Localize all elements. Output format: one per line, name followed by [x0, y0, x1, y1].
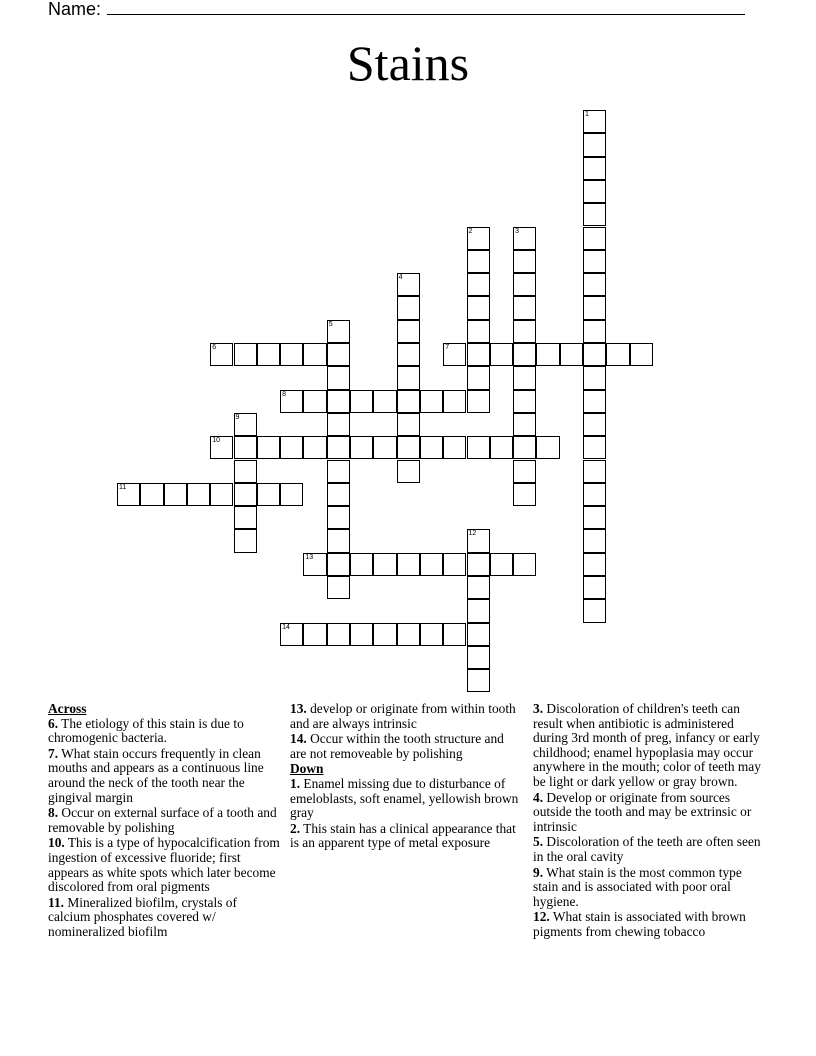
grid-cell[interactable]	[234, 413, 257, 436]
grid-cell[interactable]	[397, 460, 420, 483]
clue-number: 8.	[48, 805, 59, 821]
clue-text: Occur within the tooth structure and are not removeable by polishing	[290, 731, 504, 761]
clue-number: 12	[468, 530, 477, 538]
grid-cell[interactable]	[303, 343, 326, 366]
grid-cell[interactable]	[467, 576, 490, 599]
clue-column-1	[48, 702, 280, 941]
clue-number: 9.	[533, 864, 544, 880]
grid-cell[interactable]	[490, 553, 513, 576]
grid-cell[interactable]	[257, 343, 280, 366]
grid-cell[interactable]	[327, 623, 350, 646]
grid-cell[interactable]	[350, 436, 373, 459]
grid-cell[interactable]	[583, 227, 606, 250]
grid-cell[interactable]	[140, 483, 163, 506]
grid-cell[interactable]	[583, 250, 606, 273]
grid-cell[interactable]	[164, 483, 187, 506]
grid-cell[interactable]	[583, 273, 606, 296]
grid-cell[interactable]	[583, 483, 606, 506]
grid-cell[interactable]	[420, 553, 443, 576]
clue-number: 11	[119, 483, 127, 491]
grid-cell[interactable]	[257, 483, 280, 506]
grid-cell[interactable]	[513, 366, 536, 389]
grid-cell[interactable]	[583, 133, 606, 156]
clue-text: The etiology of this stain is due to chromogenic bacteria.	[48, 715, 244, 746]
clue-text: What stain is the most common type stain and is associated with poor oral hygiene.	[533, 864, 742, 909]
grid-cell[interactable]	[234, 343, 257, 366]
grid-cell[interactable]	[467, 390, 490, 413]
grid-cell[interactable]	[327, 436, 350, 459]
clue-number: 4	[398, 274, 403, 282]
grid-cell[interactable]	[467, 529, 490, 552]
down-clue	[533, 866, 765, 910]
grid-cell[interactable]	[443, 553, 466, 576]
clue-text: Develop or originate from sources outside the tooth and may be extrinsic or intrinsic	[533, 789, 752, 834]
grid-cell[interactable]	[583, 157, 606, 180]
grid-cell[interactable]	[583, 506, 606, 529]
clue-number: 11.	[48, 894, 64, 910]
clue-number: 12.	[533, 909, 550, 925]
grid-cell[interactable]	[397, 366, 420, 389]
grid-cell[interactable]	[373, 553, 396, 576]
clue-text: What stain is associated with brown pigments from chewing tobacco	[533, 909, 746, 939]
clue-number: 2	[468, 227, 473, 235]
grid-cell[interactable]	[583, 460, 606, 483]
clue-number: 13.	[290, 701, 307, 716]
clue-number: 1.	[290, 775, 301, 791]
across-clue	[48, 836, 280, 894]
clue-text: Discoloration of the teeth are often seen in the oral cavity	[533, 834, 761, 864]
grid-cell[interactable]	[560, 343, 583, 366]
clue-text: Occur on external surface of a tooth and removable by polishing	[48, 805, 277, 835]
grid-cell[interactable]	[467, 273, 490, 296]
grid-cell[interactable]	[350, 623, 373, 646]
grid-cell[interactable]	[187, 483, 210, 506]
grid-cell[interactable]	[513, 250, 536, 273]
clue-number: 10	[212, 437, 220, 445]
clue-number: 14	[282, 623, 290, 631]
grid-cell[interactable]	[303, 623, 326, 646]
grid-cell[interactable]	[513, 390, 536, 413]
clue-number: 6.	[48, 715, 59, 731]
grid-cell[interactable]	[303, 390, 326, 413]
grid-cell[interactable]	[397, 273, 420, 296]
grid-cell[interactable]	[397, 320, 420, 343]
grid-cell[interactable]	[583, 576, 606, 599]
grid-cell[interactable]	[513, 273, 536, 296]
grid-cell[interactable]	[583, 203, 606, 226]
grid-cell[interactable]	[513, 460, 536, 483]
grid-cell[interactable]	[513, 343, 536, 366]
grid-cell[interactable]	[583, 529, 606, 552]
clue-number: 7	[445, 344, 450, 351]
grid-cell[interactable]	[583, 320, 606, 343]
down-clue	[290, 777, 522, 821]
clue-number: 9	[235, 413, 240, 421]
grid-cell[interactable]	[513, 413, 536, 436]
clue-text: Enamel missing due to disturbance of emeloblasts, soft enamel, yellowish brown gray	[290, 775, 519, 821]
grid-cell[interactable]	[303, 436, 326, 459]
grid-cell[interactable]	[280, 623, 303, 646]
grid-cell[interactable]	[583, 390, 606, 413]
grid-cell[interactable]	[373, 623, 396, 646]
clue-number: 14.	[290, 731, 307, 747]
clue-text: What stain occurs frequently in clean mouths and appears as a continuous line around the neck of the tooth near the gingival margin	[48, 745, 264, 805]
grid-cell[interactable]	[303, 553, 326, 576]
grid-cell[interactable]	[420, 390, 443, 413]
grid-cell[interactable]	[490, 343, 513, 366]
clue-number: 5	[328, 320, 333, 328]
across-clue	[48, 717, 280, 746]
page-title: Stains	[346, 35, 470, 91]
grid-cell[interactable]	[513, 320, 536, 343]
down-clue	[290, 822, 522, 851]
grid-cell[interactable]	[467, 553, 490, 576]
grid-cell[interactable]	[420, 436, 443, 459]
clue-number: 3	[515, 227, 519, 235]
grid-cell[interactable]	[513, 227, 536, 250]
grid-cell[interactable]	[467, 320, 490, 343]
grid-cell[interactable]	[234, 436, 257, 459]
grid-cell[interactable]	[397, 413, 420, 436]
grid-cell[interactable]	[513, 483, 536, 506]
clue-number: 8	[282, 390, 286, 398]
grid-cell[interactable]	[513, 553, 536, 576]
clue-text: Mineralized biofilm, crystals of calcium phosphates covered w/ nomineralized biofilm	[48, 894, 237, 939]
grid-cell[interactable]	[327, 460, 350, 483]
grid-cell[interactable]	[397, 623, 420, 646]
clue-number: 10.	[48, 835, 65, 851]
grid-cell[interactable]	[467, 623, 490, 646]
grid-cell[interactable]	[467, 296, 490, 319]
grid-cell[interactable]	[327, 390, 350, 413]
grid-cell[interactable]	[630, 343, 653, 366]
grid-cell[interactable]	[443, 343, 466, 366]
clue-text: This stain has a clinical appearance that is an apparent type of metal exposure	[290, 820, 516, 851]
grid-cell[interactable]	[583, 436, 606, 459]
grid-cell[interactable]	[210, 343, 233, 366]
across-clue-list	[48, 717, 280, 940]
grid-cell[interactable]	[536, 436, 559, 459]
grid-cell[interactable]	[327, 483, 350, 506]
down-clue	[533, 910, 765, 939]
grid-cell[interactable]	[467, 343, 490, 366]
clue-text: Discoloration of children's teeth can result when antibiotic is administered during 3rd month of preg, infancy or early childhood; enamel hypoplasia may occur anywhere in the mouth; color of teeth may be light or dark yellow or gray brown.	[533, 701, 761, 789]
grid-cell[interactable]	[327, 529, 350, 552]
clue-text: develop or originate from within tooth and are always intrinsic	[290, 701, 516, 731]
grid-cell[interactable]	[443, 436, 466, 459]
across-clue	[290, 732, 522, 761]
clue-number: 5.	[533, 834, 544, 850]
grid-cell[interactable]	[420, 623, 443, 646]
grid-cell[interactable]	[280, 390, 303, 413]
grid-cell[interactable]	[443, 623, 466, 646]
grid-cell[interactable]	[397, 390, 420, 413]
grid-cell[interactable]	[467, 436, 490, 459]
grid-cell[interactable]	[327, 576, 350, 599]
grid-cell[interactable]	[327, 413, 350, 436]
grid-cell[interactable]	[583, 180, 606, 203]
name-label: Name:	[48, 0, 102, 19]
down-clue	[533, 835, 765, 864]
grid-cell[interactable]	[583, 366, 606, 389]
grid-cell[interactable]	[327, 553, 350, 576]
across-clue	[48, 747, 280, 805]
grid-cell[interactable]	[583, 599, 606, 622]
grid-cell[interactable]	[280, 483, 303, 506]
grid-cell[interactable]	[583, 110, 606, 133]
grid-cell[interactable]	[467, 250, 490, 273]
across-clue	[48, 806, 280, 835]
grid-cell[interactable]	[583, 296, 606, 319]
grid-cell[interactable]	[117, 483, 140, 506]
grid-cell[interactable]	[373, 390, 396, 413]
grid-cell[interactable]	[350, 390, 373, 413]
grid-cell[interactable]	[210, 436, 233, 459]
grid-cell[interactable]	[327, 366, 350, 389]
grid-cell[interactable]	[327, 343, 350, 366]
grid-cell[interactable]	[397, 436, 420, 459]
across-clue	[48, 896, 280, 940]
grid-cell[interactable]	[397, 343, 420, 366]
down-heading: Down	[290, 761, 324, 777]
clue-number: 2.	[290, 820, 301, 836]
grid-cell[interactable]	[397, 553, 420, 576]
grid-cell[interactable]	[467, 669, 490, 692]
clue-column-3	[533, 702, 765, 941]
clue-number: 7.	[48, 745, 59, 761]
grid-cell[interactable]	[583, 413, 606, 436]
grid-cell[interactable]	[327, 506, 350, 529]
grid-cell[interactable]	[583, 553, 606, 576]
grid-cell[interactable]	[350, 553, 373, 576]
down-clue-list-continued	[533, 702, 765, 940]
grid-cell[interactable]	[606, 343, 629, 366]
grid-cell[interactable]	[280, 436, 303, 459]
clue-text: This is a type of hypocalcification from ingestion of excessive fluoride; first appears as white spots which later become discolored from oral pigments	[48, 835, 280, 895]
clue-number: 3.	[533, 701, 544, 716]
grid-cell[interactable]	[373, 436, 396, 459]
across-clue	[290, 702, 522, 731]
grid-cell[interactable]	[467, 646, 490, 669]
grid-cell[interactable]	[257, 436, 280, 459]
grid-cell[interactable]	[443, 390, 466, 413]
clue-number: 13	[305, 553, 314, 561]
down-clue	[533, 791, 765, 835]
grid-cell[interactable]	[397, 296, 420, 319]
clue-number: 1	[585, 111, 589, 118]
grid-cell[interactable]	[234, 483, 257, 506]
grid-cell[interactable]	[467, 366, 490, 389]
grid-cell[interactable]	[327, 320, 350, 343]
grid-cell[interactable]	[234, 460, 257, 483]
clue-column-2	[290, 702, 522, 852]
grid-cell[interactable]	[583, 343, 606, 366]
grid-cell[interactable]	[234, 506, 257, 529]
grid-cell[interactable]	[513, 296, 536, 319]
down-clue	[533, 702, 765, 790]
grid-cell[interactable]	[234, 529, 257, 552]
grid-cell[interactable]	[467, 599, 490, 622]
across-clue-list-continued	[290, 702, 522, 761]
clue-number: 6	[212, 344, 217, 351]
grid-cell[interactable]	[210, 483, 233, 506]
grid-cell[interactable]	[467, 227, 490, 250]
clue-number: 4.	[533, 789, 544, 805]
across-heading: Across	[48, 701, 87, 716]
grid-cell[interactable]	[513, 436, 536, 459]
down-clue-list	[290, 777, 522, 851]
grid-cell[interactable]	[280, 343, 303, 366]
grid-cell[interactable]	[490, 436, 513, 459]
grid-cell[interactable]	[536, 343, 559, 366]
